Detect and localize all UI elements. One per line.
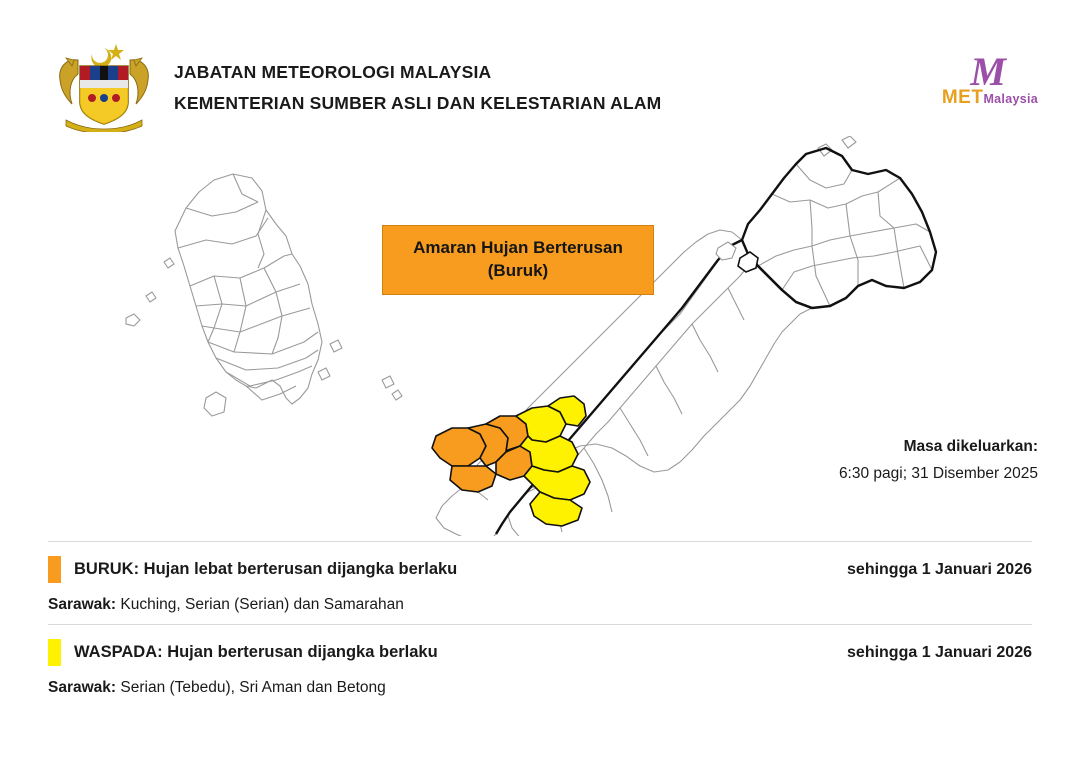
warning-header-row [48,556,1032,583]
warning-area-list-buruk: Kuching, Serian (Serian) dan Samarahan [120,596,404,613]
warning-until-buruk: sehingga 1 Januari 2026 [847,560,1032,578]
ministry-title: KEMENTERIAN SUMBER ASLI DAN KELESTARIAN ALAM [174,93,662,113]
malaysia-coat-of-arms-icon [48,40,160,132]
met-logo-wordmark [914,88,1038,107]
header-titles [174,62,661,114]
agency-title: JABATAN METEOROLOGI MALAYSIA [174,62,492,82]
met-logo-word: MET [941,87,984,108]
warning-areas-buruk [48,596,1032,614]
warning-item-waspada [48,625,1032,707]
met-malaysia-logo [914,49,1038,124]
issued-label: Masa dikeluarkan: [903,438,1038,455]
warning-legend-list [48,541,1032,707]
warning-title-buruk: BURUK: Hujan lebat berterusan dijangka berlaku [74,560,458,578]
callout-subtitle: (Buruk) [487,261,549,280]
met-logo-suffix: Malaysia [983,92,1038,106]
severity-swatch-buruk [48,556,61,583]
met-logo-mark: M [970,49,1004,94]
severity-swatch-waspada [48,639,61,666]
issued-value: 6:30 pagi; 31 Disember 2025 [838,465,1038,482]
warning-areas-waspada [48,679,1032,697]
warning-callout-box [382,225,654,295]
warning-until-waspada: sehingga 1 Januari 2026 [847,643,1032,661]
malaysia-warning-map [0,136,1080,536]
page-header [0,0,1080,140]
callout-title: Amaran Hujan Berterusan [413,238,623,258]
warning-area-list-waspada: Serian (Tebedu), Sri Aman dan Betong [120,679,386,696]
warning-title-waspada: WASPADA: Hujan berterusan dijangka berlaku [74,643,438,661]
issued-time-block [839,438,1038,483]
warning-title-group [48,639,438,666]
warning-header-row [48,639,1032,666]
warning-state-buruk: Sarawak: [48,596,117,613]
warning-item-buruk [48,542,1032,624]
warning-title-group [48,556,457,583]
warning-state-waspada: Sarawak: [48,679,117,696]
